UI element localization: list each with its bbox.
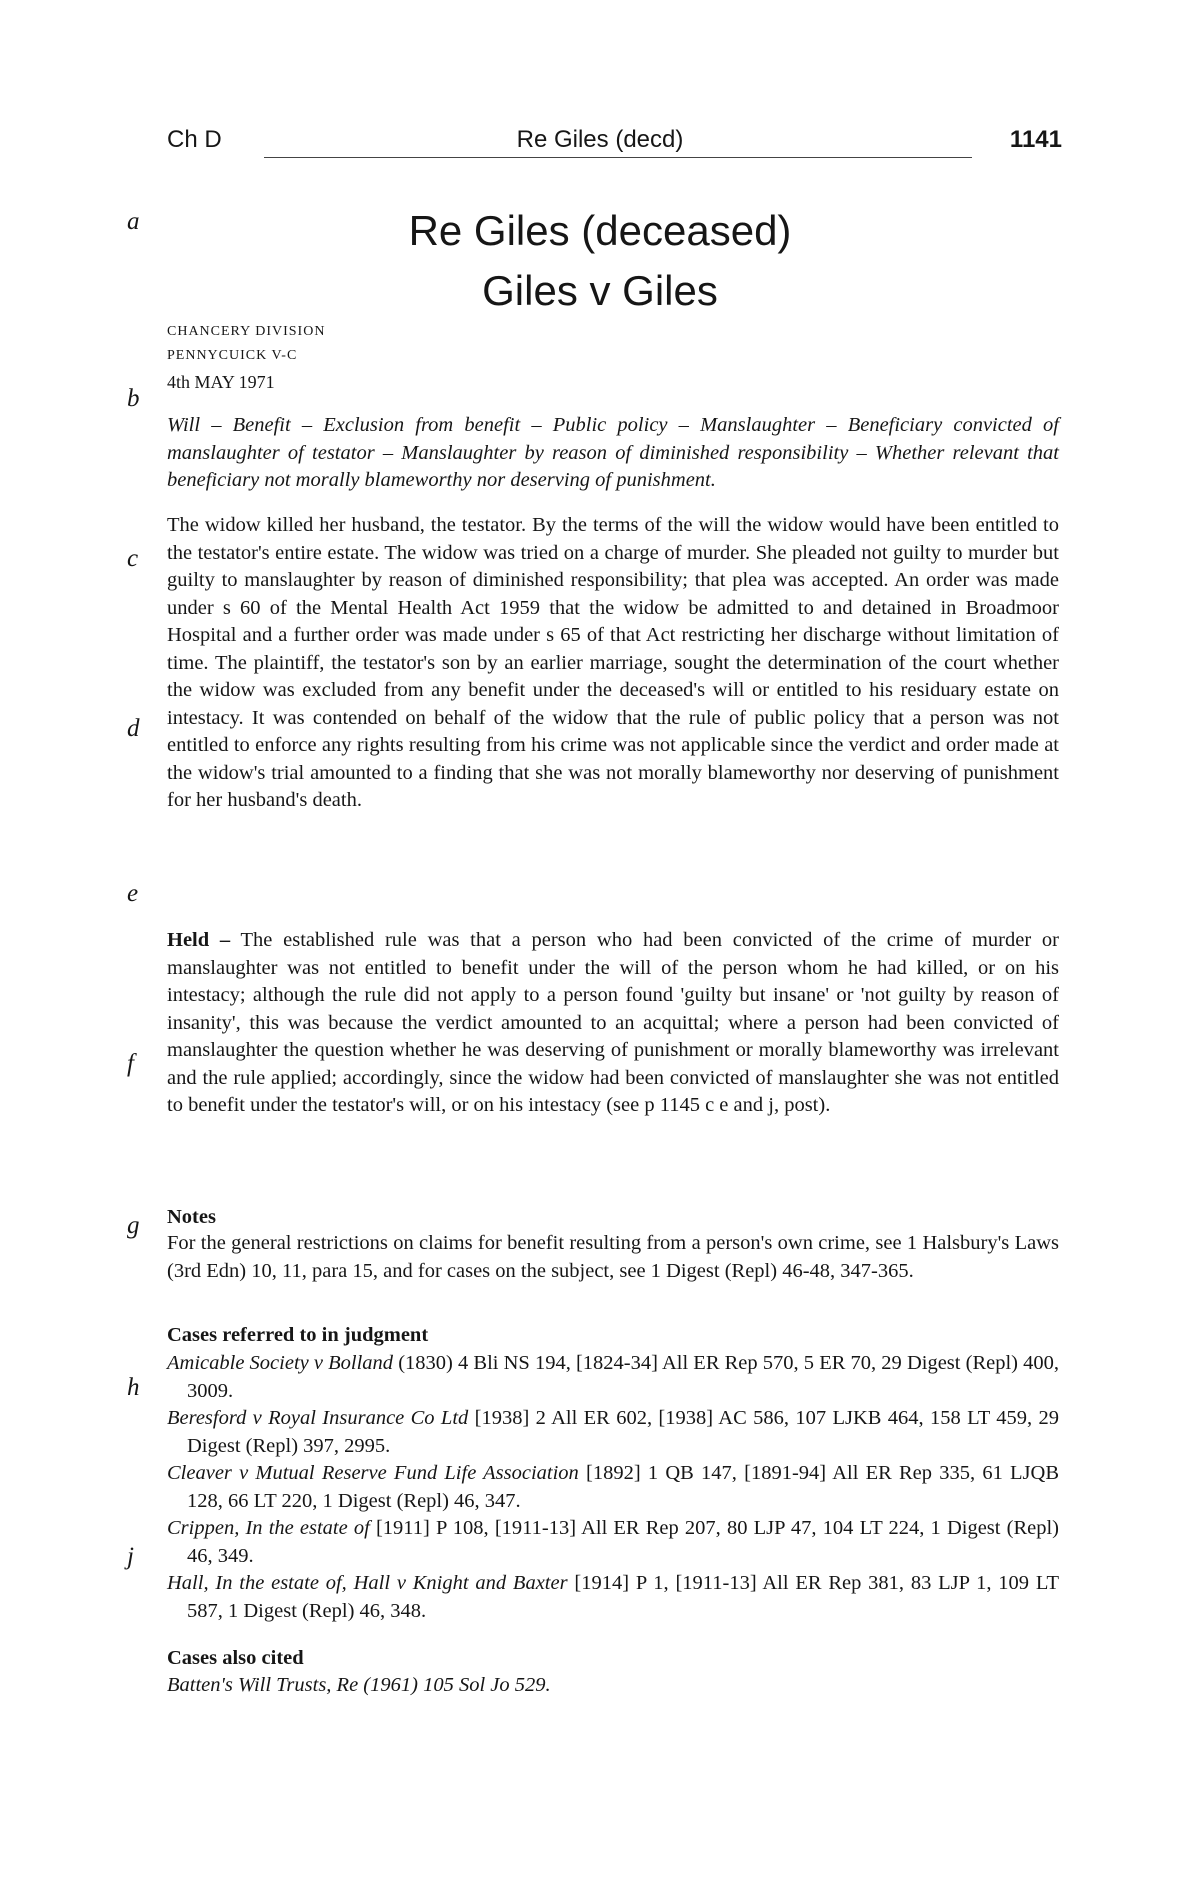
facts-paragraph: The widow killed her husband, the testator. By the terms of the will the widow would have been entitled to the testator's entire estate. The widow was tried on a charge of murder. She pleaded not guilty to murder but guilty to manslaughter by reason of diminished responsibility; that plea was accepted. An order was made under s 60 of the Mental Health Act 1959 that the widow be admitted to and detained in Broadmoor Hospital and a further order was made under s 65 of that Act restricting her discharge without limitation of time. The plaintiff, the testator's son by an earlier marriage, sought the determination of the court whether the widow was excluded from any benefit under the deceased's will or entitled to his residuary estate on intestacy. It was contended on behalf of the widow that the rule of public policy that a person was not entitled to enforce any rights resulting from his crime was not applicable since the verdict and order made at the widow's trial amounted to a finding that she was not morally blameworthy nor deserving of punishment for her husband's death. <box>167 514 1059 811</box>
margin-letter-g: g <box>127 1212 140 1239</box>
held-label: Held – <box>167 929 231 951</box>
held-paragraph <box>167 927 1059 1120</box>
margin-letter-j: j <box>127 1543 134 1570</box>
margin-letter-b: b <box>127 385 140 412</box>
header-rule <box>264 157 972 158</box>
held-text: The established rule was that a person who had been convicted of the crime of murder or manslaughter was not entitled to benefit under the will of the person whom he had killed, or on his intestacy; although the rule did not apply to a person found 'guilty but insane' or 'not guilty by reason of insanity', this was because the verdict amounted to an acquittal; where a person had been convicted of manslaughter the question whether he was deserving of punishment or morally blameworthy was irrelevant and the rule applied; accordingly, since the widow had been convicted of manslaughter she was not entitled to benefit under the testator's will, or on his intestacy (see p 1145 c e and j, post). <box>167 929 1059 1116</box>
case-entry <box>167 1570 1059 1625</box>
margin-letter-e: e <box>127 880 139 907</box>
case-entry <box>167 1460 1059 1515</box>
running-head-title: Re Giles (decd) <box>516 126 684 153</box>
notes-heading: Notes <box>167 1206 216 1228</box>
case-name: Amicable Society v Bolland <box>167 1352 394 1374</box>
margin-letter-a: a <box>127 208 140 235</box>
running-head-court: Ch D <box>167 126 222 153</box>
cases-referred-heading: Cases referred to in judgment <box>167 1324 429 1346</box>
case-name: Cleaver v Mutual Reserve Fund Life Association <box>167 1462 579 1484</box>
case-name: Beresford v Royal Insurance Co Ltd <box>167 1407 469 1429</box>
margin-letter-f: f <box>127 1050 134 1077</box>
case-name: Hall, In the estate of, Hall v Knight and Baxter <box>167 1572 568 1594</box>
case-citation: [1914] P 1, [1911-13] All ER Rep 381, 83 LJP 1, 109 LT 587, 1 Digest (Repl) 46, 348. <box>187 1572 1059 1622</box>
case-entry <box>167 1515 1059 1570</box>
catchwords: Will – Benefit – Exclusion from benefit – Public policy – Manslaughter – Beneficiary convicted of manslaughter of testator – Manslaughter by reason of diminished responsibility – Whether relevant that beneficiary not morally blameworthy nor deserving of punishment. <box>167 414 1059 491</box>
margin-letter-c: c <box>127 545 139 572</box>
judge-name: PENNYCUICK V-C <box>167 348 298 363</box>
case-title: Re Giles (deceased) <box>408 207 792 254</box>
case-name: Crippen, In the estate of <box>167 1517 370 1539</box>
court-division: CHANCERY DIVISION <box>167 324 326 339</box>
cases-cited-heading: Cases also cited <box>167 1647 304 1669</box>
case-citation: [1892] 1 QB 147, [1891-94] All ER Rep 335, 61 LJQB 128, 66 LT 220, 1 Digest (Repl) 46, 347. <box>187 1462 1060 1512</box>
case-citation: [1938] 2 All ER 602, [1938] AC 586, 107 LJKB 464, 158 LT 459, 29 Digest (Repl) 397, 2995. <box>187 1407 1060 1457</box>
notes-text: For the general restrictions on claims for benefit resulting from a person's own crime, see 1 Halsbury's Laws (3rd Edn) 10, 11, para 15, and for cases on the subject, see 1 Digest (Repl) 46-48, 347-365. <box>167 1232 1059 1282</box>
case-citation: (1830) 4 Bli NS 194, [1824-34] All ER Rep 570, 5 ER 70, 29 Digest (Repl) 400, 3009. <box>187 1352 1060 1402</box>
margin-letter-d: d <box>127 715 140 742</box>
cases-cited-text: Batten's Will Trusts, Re (1961) 105 Sol Jo 529. <box>167 1674 551 1696</box>
margin-letter-h: h <box>127 1374 140 1401</box>
case-subtitle: Giles v Giles <box>482 267 718 314</box>
case-entry <box>167 1350 1059 1405</box>
cases-referred-list <box>167 1350 1059 1625</box>
judgment-date: 4th MAY 1971 <box>167 372 275 392</box>
case-entry <box>167 1405 1059 1460</box>
case-citation: [1911] P 108, [1911-13] All ER Rep 207, 80 LJP 47, 104 LT 224, 1 Digest (Repl) 46, 349. <box>187 1517 1059 1567</box>
page-number: 1141 <box>1009 126 1062 153</box>
